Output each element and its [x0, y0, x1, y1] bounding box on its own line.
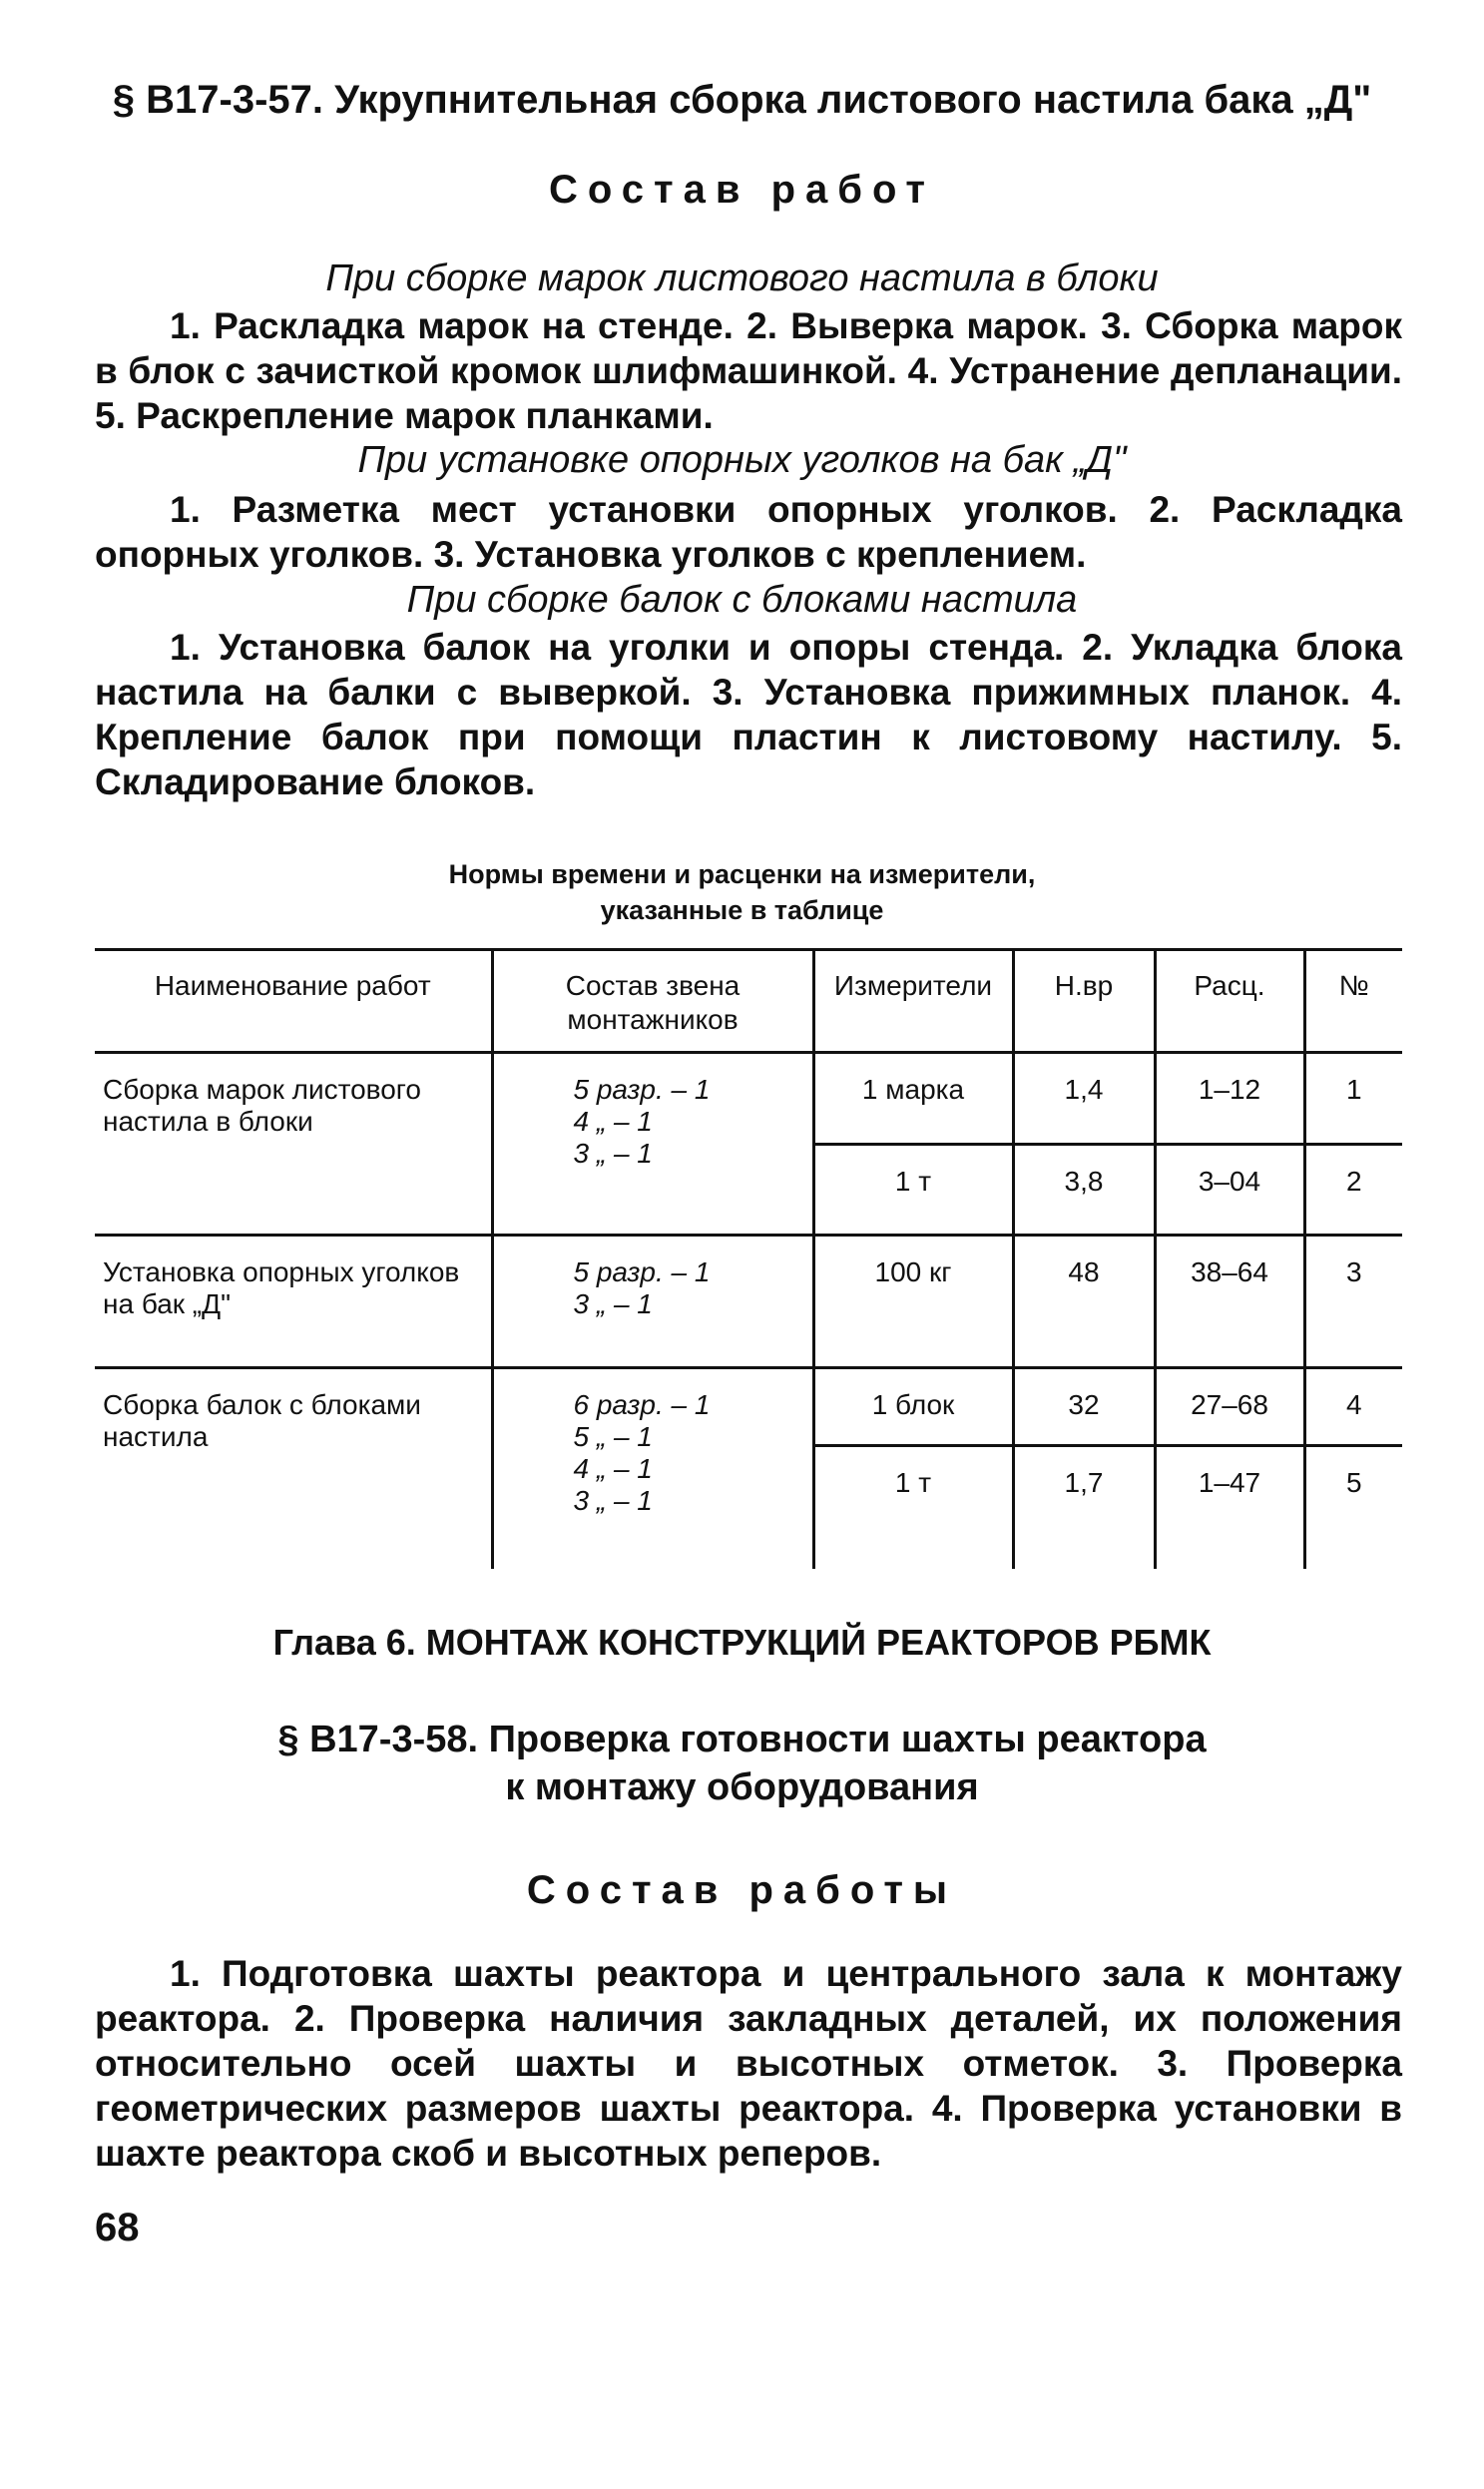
number-cell: 1 [1304, 1053, 1402, 1145]
section2-work-heading: Состав работы [526, 1868, 958, 1912]
rate-cell: 1–12 [1155, 1053, 1304, 1145]
table-row [95, 1053, 1402, 1145]
section2-paragraph: 1. Подготовка шахты реактора и центрального зала к монтажу реактора. 2. Проверка наличия закладных деталей, их положения относительно осей шахты и высотных отметок. 3. Проверка геометрических размеров шахты реактора. 4. Проверка установки в шахте реактора скоб и высотных реперов. [95, 1953, 1402, 2174]
crew-line: 4 „ – 1 [573, 1453, 653, 1484]
rate-cell: 3–04 [1155, 1144, 1304, 1236]
crew-list [492, 1368, 813, 1570]
rate-cell: 38–64 [1155, 1236, 1304, 1368]
work-name: Сборка балок с блоками настила [95, 1368, 492, 1570]
paragraph-3: 1. Установка балок на уголки и опоры стенда. 2. Укладка блока настила на балки с выверкой. 3. Установка прижимных планок. 4. Крепление балок при помощи пластин к листовому настилу. 5. Складирование блоков. [95, 627, 1402, 802]
crew-line: 6 разр. – 1 [573, 1389, 711, 1420]
norms-table [95, 948, 1402, 1569]
header-number: № [1304, 950, 1402, 1053]
unit-cell: 1 блок [813, 1368, 1013, 1446]
crew-line: 4 „ – 1 [573, 1106, 653, 1137]
crew-line: 3 „ – 1 [573, 1485, 653, 1516]
table-row [95, 1236, 1402, 1368]
crew-line: 5 разр. – 1 [573, 1074, 711, 1105]
nvr-cell: 1,4 [1013, 1053, 1155, 1145]
header-crew: Состав звена монтажников [492, 950, 813, 1053]
table-caption-line-1: Нормы времени и расценки на измерители, [448, 859, 1036, 889]
subtitle-2: При установке опорных уголков на бак „Д" [357, 439, 1127, 481]
table-row [95, 1368, 1402, 1446]
paragraph-2: 1. Разметка мест установки опорных уголков. 2. Раскладка опорных уголков. 3. Установка уголков с креплением. [95, 489, 1402, 575]
rate-cell: 27–68 [1155, 1368, 1304, 1446]
unit-cell: 1 т [813, 1446, 1013, 1570]
table-caption-line-2: указанные в таблице [600, 895, 884, 925]
paragraph-1: 1. Раскладка марок на стенде. 2. Выверка марок. 3. Сборка марок в блок с зачисткой кромок шлифмашинкой. 4. Устранение депланации. 5. Раскрепление марок планками. [95, 305, 1402, 436]
page-number: 68 [95, 2206, 140, 2249]
section-title: § В17-3-57. Укрупнительная сборка листового настила бака „Д" [112, 78, 1372, 122]
nvr-cell: 32 [1013, 1368, 1155, 1446]
work-name: Сборка марок листового настила в блоки [103, 1074, 421, 1137]
work-name: Установка опорных уголков на бак „Д" [95, 1236, 492, 1368]
subtitle-3: При сборке балок с блоками настила [406, 579, 1078, 621]
crew-list [492, 1053, 813, 1236]
unit-cell: 1 т [813, 1144, 1013, 1236]
section2-title-line-1: § В17-3-58. Проверка готовности шахты реактора [277, 1719, 1207, 1760]
crew-line: 3 „ – 1 [573, 1288, 653, 1319]
chapter-title: Глава 6. МОНТАЖ КОНСТРУКЦИЙ РЕАКТОРОВ РБМК [272, 1622, 1212, 1663]
header-nvr: Н.вр [1013, 950, 1155, 1053]
nvr-cell: 48 [1013, 1236, 1155, 1368]
number-cell: 3 [1304, 1236, 1402, 1368]
number-cell: 5 [1304, 1446, 1402, 1570]
rate-cell: 1–47 [1155, 1446, 1304, 1570]
crew-line: 5 „ – 1 [573, 1421, 653, 1452]
header-unit: Измерители [813, 950, 1013, 1053]
header-rate: Расц. [1155, 950, 1304, 1053]
nvr-cell: 3,8 [1013, 1144, 1155, 1236]
unit-cell: 100 кг [813, 1236, 1013, 1368]
table-header-row [95, 950, 1402, 1053]
crew-list [492, 1236, 813, 1368]
work-heading: Состав работ [549, 168, 935, 212]
crew-line: 3 „ – 1 [573, 1138, 653, 1169]
crew-line: 5 разр. – 1 [573, 1256, 711, 1287]
unit-cell: 1 марка [813, 1053, 1013, 1145]
nvr-cell: 1,7 [1013, 1446, 1155, 1570]
section2-title-line-2: к монтажу оборудования [505, 1766, 979, 1808]
number-cell: 2 [1304, 1144, 1402, 1236]
subtitle-1: При сборке марок листового настила в блоки [325, 257, 1159, 299]
number-cell: 4 [1304, 1368, 1402, 1446]
header-work-name: Наименование работ [95, 950, 492, 1053]
